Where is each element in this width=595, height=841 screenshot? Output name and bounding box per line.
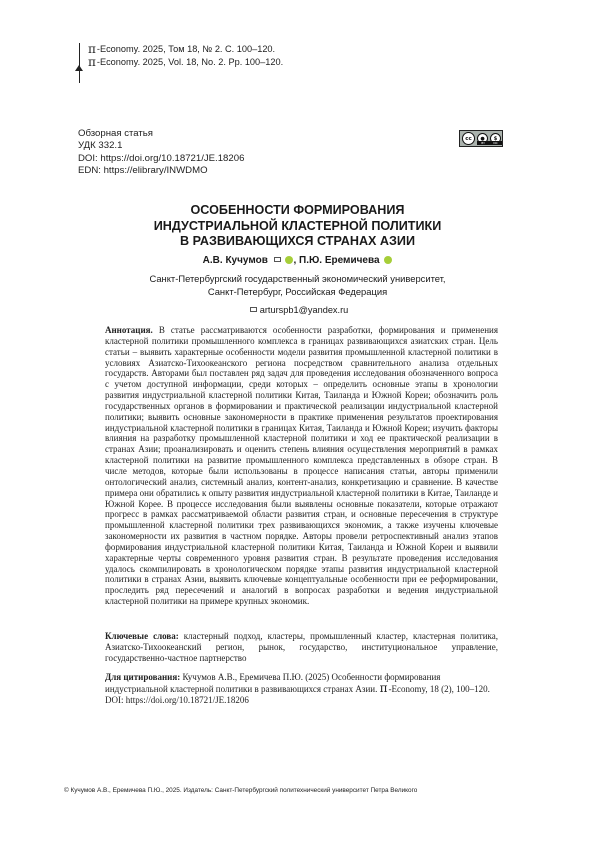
affiliation-line: Санкт-Петербург, Российская Федерация bbox=[207, 286, 388, 297]
doi-link[interactable]: DOI: https://doi.org/10.18721/JE.18206 bbox=[78, 152, 245, 164]
cc-icon: cc bbox=[462, 132, 475, 145]
copyright-footer: © Кучумов А.В., Еремичева П.Ю., 2025. Издатель: Санкт-Петербургский политехнический университет Петра Великого bbox=[64, 787, 418, 794]
cc-by-label: BY bbox=[481, 141, 485, 145]
article-type: Обзорная статья bbox=[78, 128, 153, 139]
abstract-label: Аннотация. bbox=[105, 325, 153, 335]
journal-header bbox=[76, 43, 376, 69]
abstract-text: В статье рассматриваются особенности разработки, формирования и применения кластерной политики промышленного комплекса в границах развивающихся азиатских стран. Цель статьи – выявить характерные особенности модели развития промышленной кластерной политики в условиях Азиатско-Тихоокеанского региона посредством сравнительного анализа отдельных государств. Авторами был поставлен ряд задач для проведения исследования обозначенного вопроса с учетом доступной информации, среди которых – определить основные этапы в хронологии развития индустриальной кластерной политики Китая, Таиланда и Южной Кореи; обозначить роль государственных органов в формировании и практической реализации индустриальной кластерной политики; выявить основные закономерности в практике применения результатов проектирования индустриальной кластерной политики в границах Китая, Таиланда и Южной Кореи; изучить факторы влияния на разработку промышленной кластерной политики и ход ее практической реализации в странах Азии; проанализировать и оценить степень влияния осуществления мероприятий в рамках кластерной политики на развитие промышленного комплекса представленных в обзоре стран. В числе методов, которые были использованы в процессе написания статьи, авторы применили онтологический анализ, системный анализ, контент-анализ, конкретизацию и сравнение. В качестве примера они обратились к опыту развития индустриальной кластерной политики в Китае, Таиланде и Южной Корее. В процессе исследования были выявлены основные показатели, которые отражают прогресс в рамках рассматриваемой области развития стран, и основные пересечения в структуре промышленной кластерной политики трех развивающихся экономик, а также изучены ключевые закономерности их развития в частном порядке. Авторы провели ретроспективный анализ этапов формирования индустриальной кластерной политики Китая, Таиланда и Южной Кореи и выявили характерные черты современного уровня развития стран. В результате проведения исследования удалось скомпилировать в хронологическом порядке этапы развития индустриальной кластерной политики в странах Азии, выявить ключевые концептуальные особенности при ее реформировании, проследить ряд пересечений и аналогий в вопросах разработки и ведения индустриальной кластерной политики на примере крупных экономик. bbox=[105, 325, 498, 607]
cc-license-badge[interactable] bbox=[459, 130, 503, 147]
cc-nc-label: NC bbox=[493, 141, 498, 145]
title-line: В РАЗВИВАЮЩИХСЯ СТРАНАХ АЗИИ bbox=[179, 234, 416, 248]
pi-symbol: π bbox=[88, 55, 96, 69]
citation-text: Кучумов А.В., Еремичева П.Ю. (2025) Особенности формирования индустриальной кластерной политики в развивающихся странах Азии. bbox=[105, 672, 441, 694]
author-name: А.В. Кучумов bbox=[202, 255, 268, 266]
journal-ref-ru: -Economy. 2025, Том 18, № 2. С. 100–120. bbox=[96, 44, 276, 54]
article-meta bbox=[78, 128, 244, 177]
journal-ref-en: -Economy. 2025, Vol. 18, No. 2. Pp. 100–120. bbox=[96, 57, 284, 67]
pi-symbol: π bbox=[88, 42, 96, 56]
journal-line-ru bbox=[76, 43, 376, 56]
title-line: ИНДУСТРИАЛЬНОЙ КЛАСТЕРНОЙ ПОЛИТИКИ bbox=[153, 218, 442, 233]
citation-doi[interactable]: DOI: https://doi.org/10.18721/JE.18206 bbox=[105, 694, 249, 705]
article-title bbox=[0, 203, 595, 250]
edn-link[interactable]: EDN: https://elibrary/INWDMO bbox=[78, 164, 208, 176]
authors bbox=[0, 255, 595, 266]
author-separator: , bbox=[293, 255, 299, 266]
keywords-text: кластерный подход, кластеры, промышленный кластер, кластерная политика, Азиатско-Тихоокеанский регион, рынок, государство, институциональное управление, государственно-частное партнерство bbox=[105, 631, 498, 663]
author-name: П.Ю. Еремичева bbox=[299, 255, 380, 266]
journal-line-en bbox=[76, 56, 376, 69]
citation-journal: -Economy, 18 (2), 100–120. bbox=[388, 683, 490, 694]
affiliation bbox=[0, 272, 595, 298]
citation-label: Для цитирования: bbox=[105, 672, 181, 682]
affiliation-line: Санкт-Петербургский государственный экономический университет, bbox=[149, 273, 446, 284]
nc-icon: $ bbox=[490, 133, 501, 144]
contact-email bbox=[0, 305, 595, 315]
keywords-label: Ключевые слова: bbox=[105, 631, 179, 641]
citation bbox=[105, 672, 498, 706]
mail-icon bbox=[250, 307, 257, 312]
title-line: ОСОБЕННОСТИ ФОРМИРОВАНИЯ bbox=[190, 203, 405, 217]
keywords bbox=[105, 631, 498, 664]
mail-icon[interactable] bbox=[274, 257, 281, 262]
abstract bbox=[105, 325, 498, 607]
email-address[interactable]: arturspb1@yandex.ru bbox=[259, 305, 349, 315]
udc-code: УДК 332.1 bbox=[78, 140, 123, 152]
pi-symbol: π bbox=[379, 680, 388, 695]
by-icon: ● bbox=[477, 133, 488, 144]
cc-label-bar bbox=[477, 141, 502, 145]
orcid-icon[interactable] bbox=[384, 256, 392, 264]
